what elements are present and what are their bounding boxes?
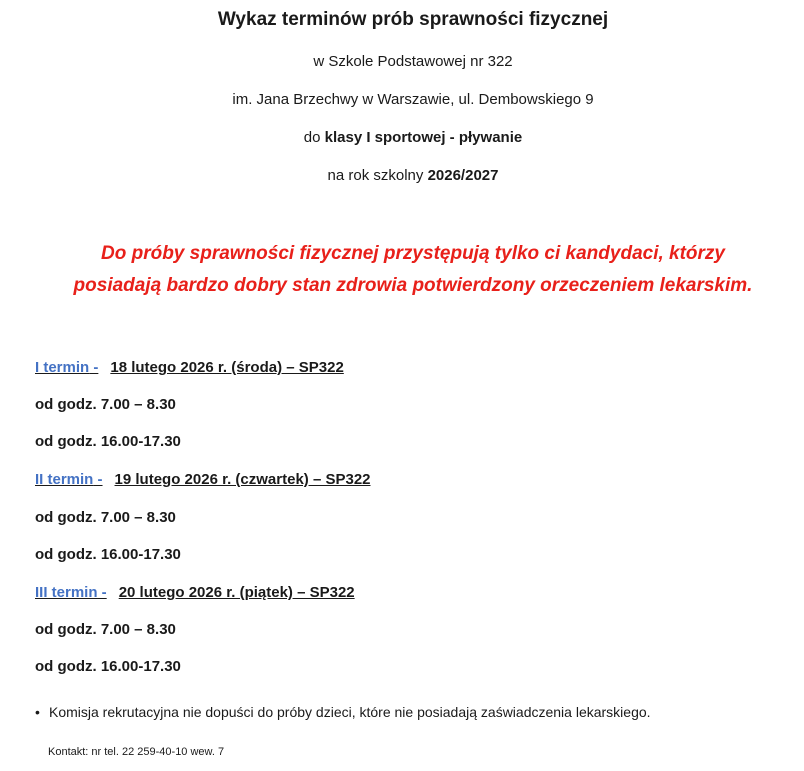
term-3-info: 20 lutego 2026 r. (piątek) – SP322 — [118, 584, 355, 601]
term-2-label: II termin — [35, 471, 94, 488]
term-2-slot-1: od godz. 7.00 – 8.30 — [35, 509, 176, 526]
warning-line-1: Do próby sprawności fizycznej przystępują tylko ci kandydaci, którzy — [100, 243, 725, 264]
class-line — [0, 129, 804, 146]
term-1-slot-1: od godz. 7.00 – 8.30 — [35, 396, 176, 413]
note-text: Komisja rekrutacyjna nie dopuści do próby dzieci, które nie posiadają zaświadczenia lekarskiego. — [49, 704, 651, 720]
term-2-info: 19 lutego 2026 r. (czwartek) – SP322 — [114, 471, 371, 488]
school-year-line — [0, 167, 804, 184]
term-3-label: III termin — [35, 584, 98, 601]
school-name: w Szkole Podstawowej nr 322 — [313, 53, 513, 70]
term-3-separator: - — [97, 584, 107, 601]
document-title: Wykaz terminów prób sprawności fizycznej — [217, 9, 609, 30]
term-1-info: 18 lutego 2026 r. (środa) – SP322 — [110, 359, 344, 376]
term-2-separator: - — [93, 471, 103, 488]
health-warning — [0, 238, 804, 302]
term-2-heading — [35, 471, 371, 488]
term-2-slot-2: od godz. 16.00-17.30 — [35, 546, 181, 563]
bullet-icon: • — [35, 704, 40, 720]
class-name: klasy I sportowej - pływanie — [324, 129, 523, 146]
term-3-heading — [35, 584, 355, 601]
year-prefix: na rok szkolny — [327, 167, 428, 184]
term-3-slot-2: od godz. 16.00-17.30 — [35, 658, 181, 675]
term-3-slot-1: od godz. 7.00 – 8.30 — [35, 621, 176, 638]
contact-info: Kontakt: nr tel. 22 259-40-10 wew. 7 — [48, 746, 225, 758]
warning-line-2: posiadają bardzo dobry stan zdrowia potwierdzony orzeczeniem lekarskim. — [73, 275, 753, 296]
term-1-slot-2: od godz. 16.00-17.30 — [35, 433, 181, 450]
class-prefix: do — [303, 129, 325, 146]
term-1-heading — [35, 359, 344, 376]
school-year: 2026/2027 — [427, 167, 499, 184]
school-address: im. Jana Brzechwy w Warszawie, ul. Dembowskiego 9 — [232, 91, 594, 108]
medical-certificate-note — [35, 704, 651, 720]
term-1-separator: - — [89, 359, 99, 376]
term-1-label: I termin — [35, 359, 90, 376]
